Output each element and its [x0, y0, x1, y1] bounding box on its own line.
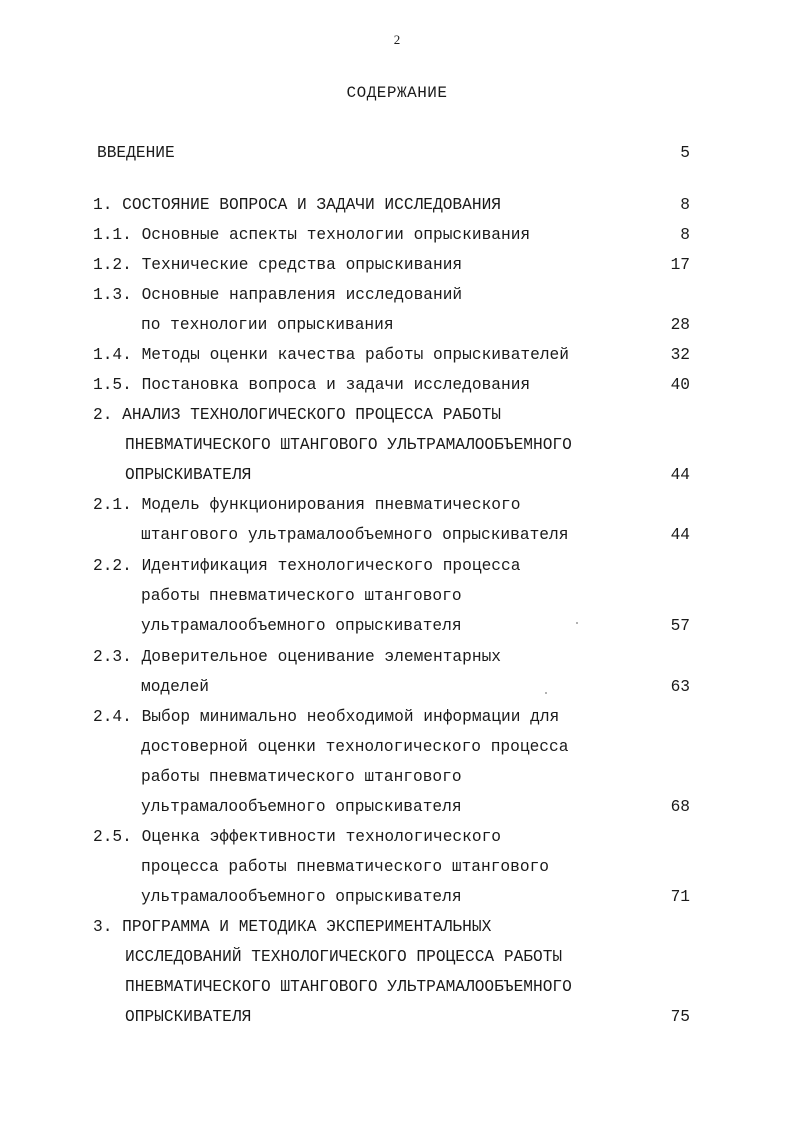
- toc-entry-1-1: 1.1. Основные аспекты технологии опрыскивания: [93, 226, 531, 244]
- toc-entry-chapter-3-continuation-2: ПНЕВМАТИЧЕСКОГО ШТАНГОВОГО УЛЬТРАМАЛООБЪЕМНОГО: [125, 978, 572, 996]
- toc-page-2-4: 68: [670, 798, 690, 816]
- toc-page-chapter-1: 8: [680, 196, 690, 214]
- toc-entry-2-1: 2.1. Модель функционирования пневматического: [93, 496, 521, 514]
- toc-entry-2-5-continuation-1: процесса работы пневматического штангового: [141, 858, 549, 876]
- toc-entry-2-2: 2.2. Идентификация технологического процесса: [93, 557, 521, 575]
- scan-speck: [545, 692, 547, 694]
- toc-entry-2-2-continuation-1: работы пневматического штангового: [141, 587, 462, 605]
- toc-entry-chapter-2-continuation-2: ОПРЫСКИВАТЕЛЯ: [125, 466, 252, 484]
- toc-entry-2-4-continuation-2: работы пневматического штангового: [141, 768, 462, 786]
- toc-entry-chapter-1: 1. СОСТОЯНИЕ ВОПРОСА И ЗАДАЧИ ИССЛЕДОВАНИЯ: [93, 196, 501, 214]
- toc-entry-2-4-continuation-1: достоверной оценки технологического процесса: [141, 738, 569, 756]
- toc-entry-2-1-continuation: штангового ультрамалообъемного опрыскивателя: [141, 526, 569, 544]
- toc-entry-chapter-2-continuation-1: ПНЕВМАТИЧЕСКОГО ШТАНГОВОГО УЛЬТРАМАЛООБЪЕМНОГО: [125, 436, 572, 454]
- toc-heading: СОДЕРЖАНИЕ: [346, 84, 448, 102]
- toc-entry-chapter-2: 2. АНАЛИЗ ТЕХНОЛОГИЧЕСКОГО ПРОЦЕССА РАБОТЫ: [93, 406, 501, 424]
- toc-page-1-3: 28: [670, 316, 690, 334]
- toc-page-chapter-2: 44: [670, 466, 690, 484]
- toc-entry-2-4: 2.4. Выбор минимально необходимой информации для: [93, 708, 560, 726]
- toc-entry-1-4: 1.4. Методы оценки качества работы опрыскивателей: [93, 346, 569, 364]
- toc-entry-2-3-continuation: моделей: [141, 678, 209, 696]
- toc-page-2-2: 57: [670, 617, 690, 635]
- toc-entry-introduction: ВВЕДЕНИЕ: [97, 144, 175, 162]
- toc-entry-2-3: 2.3. Доверительное оценивание элементарных: [93, 648, 501, 666]
- toc-page-1-1: 8: [680, 226, 690, 244]
- toc-entry-1-5: 1.5. Постановка вопроса и задачи исследования: [93, 376, 531, 394]
- toc-entry-2-4-continuation-3: ультрамалообъемного опрыскивателя: [141, 798, 462, 816]
- toc-page-chapter-3: 75: [670, 1008, 690, 1026]
- toc-entry-1-3: 1.3. Основные направления исследований: [93, 286, 463, 304]
- toc-entry-2-5: 2.5. Оценка эффективности технологического: [93, 828, 501, 846]
- scan-speck: [576, 622, 578, 624]
- toc-page-2-1: 44: [670, 526, 690, 544]
- toc-entry-1-3-continuation: по технологии опрыскивания: [141, 316, 394, 334]
- page-number: 2: [393, 32, 401, 47]
- toc-page-introduction: 5: [680, 144, 690, 162]
- toc-entry-chapter-3-continuation-1: ИССЛЕДОВАНИЙ ТЕХНОЛОГИЧЕСКОГО ПРОЦЕССА РАБОТЫ: [125, 948, 563, 966]
- toc-page-2-3: 63: [670, 678, 690, 696]
- toc-page-1-2: 17: [670, 256, 690, 274]
- toc-page-1-5: 40: [670, 376, 690, 394]
- toc-entry-chapter-3-continuation-3: ОПРЫСКИВАТЕЛЯ: [125, 1008, 252, 1026]
- toc-page-1-4: 32: [670, 346, 690, 364]
- toc-entry-1-2: 1.2. Технические средства опрыскивания: [93, 256, 463, 274]
- toc-entry-2-2-continuation-2: ультрамалообъемного опрыскивателя: [141, 617, 462, 635]
- toc-entry-2-5-continuation-2: ультрамалообъемного опрыскивателя: [141, 888, 462, 906]
- toc-page-2-5: 71: [670, 888, 690, 906]
- toc-entry-chapter-3: 3. ПРОГРАММА И МЕТОДИКА ЭКСПЕРИМЕНТАЛЬНЫХ: [93, 918, 492, 936]
